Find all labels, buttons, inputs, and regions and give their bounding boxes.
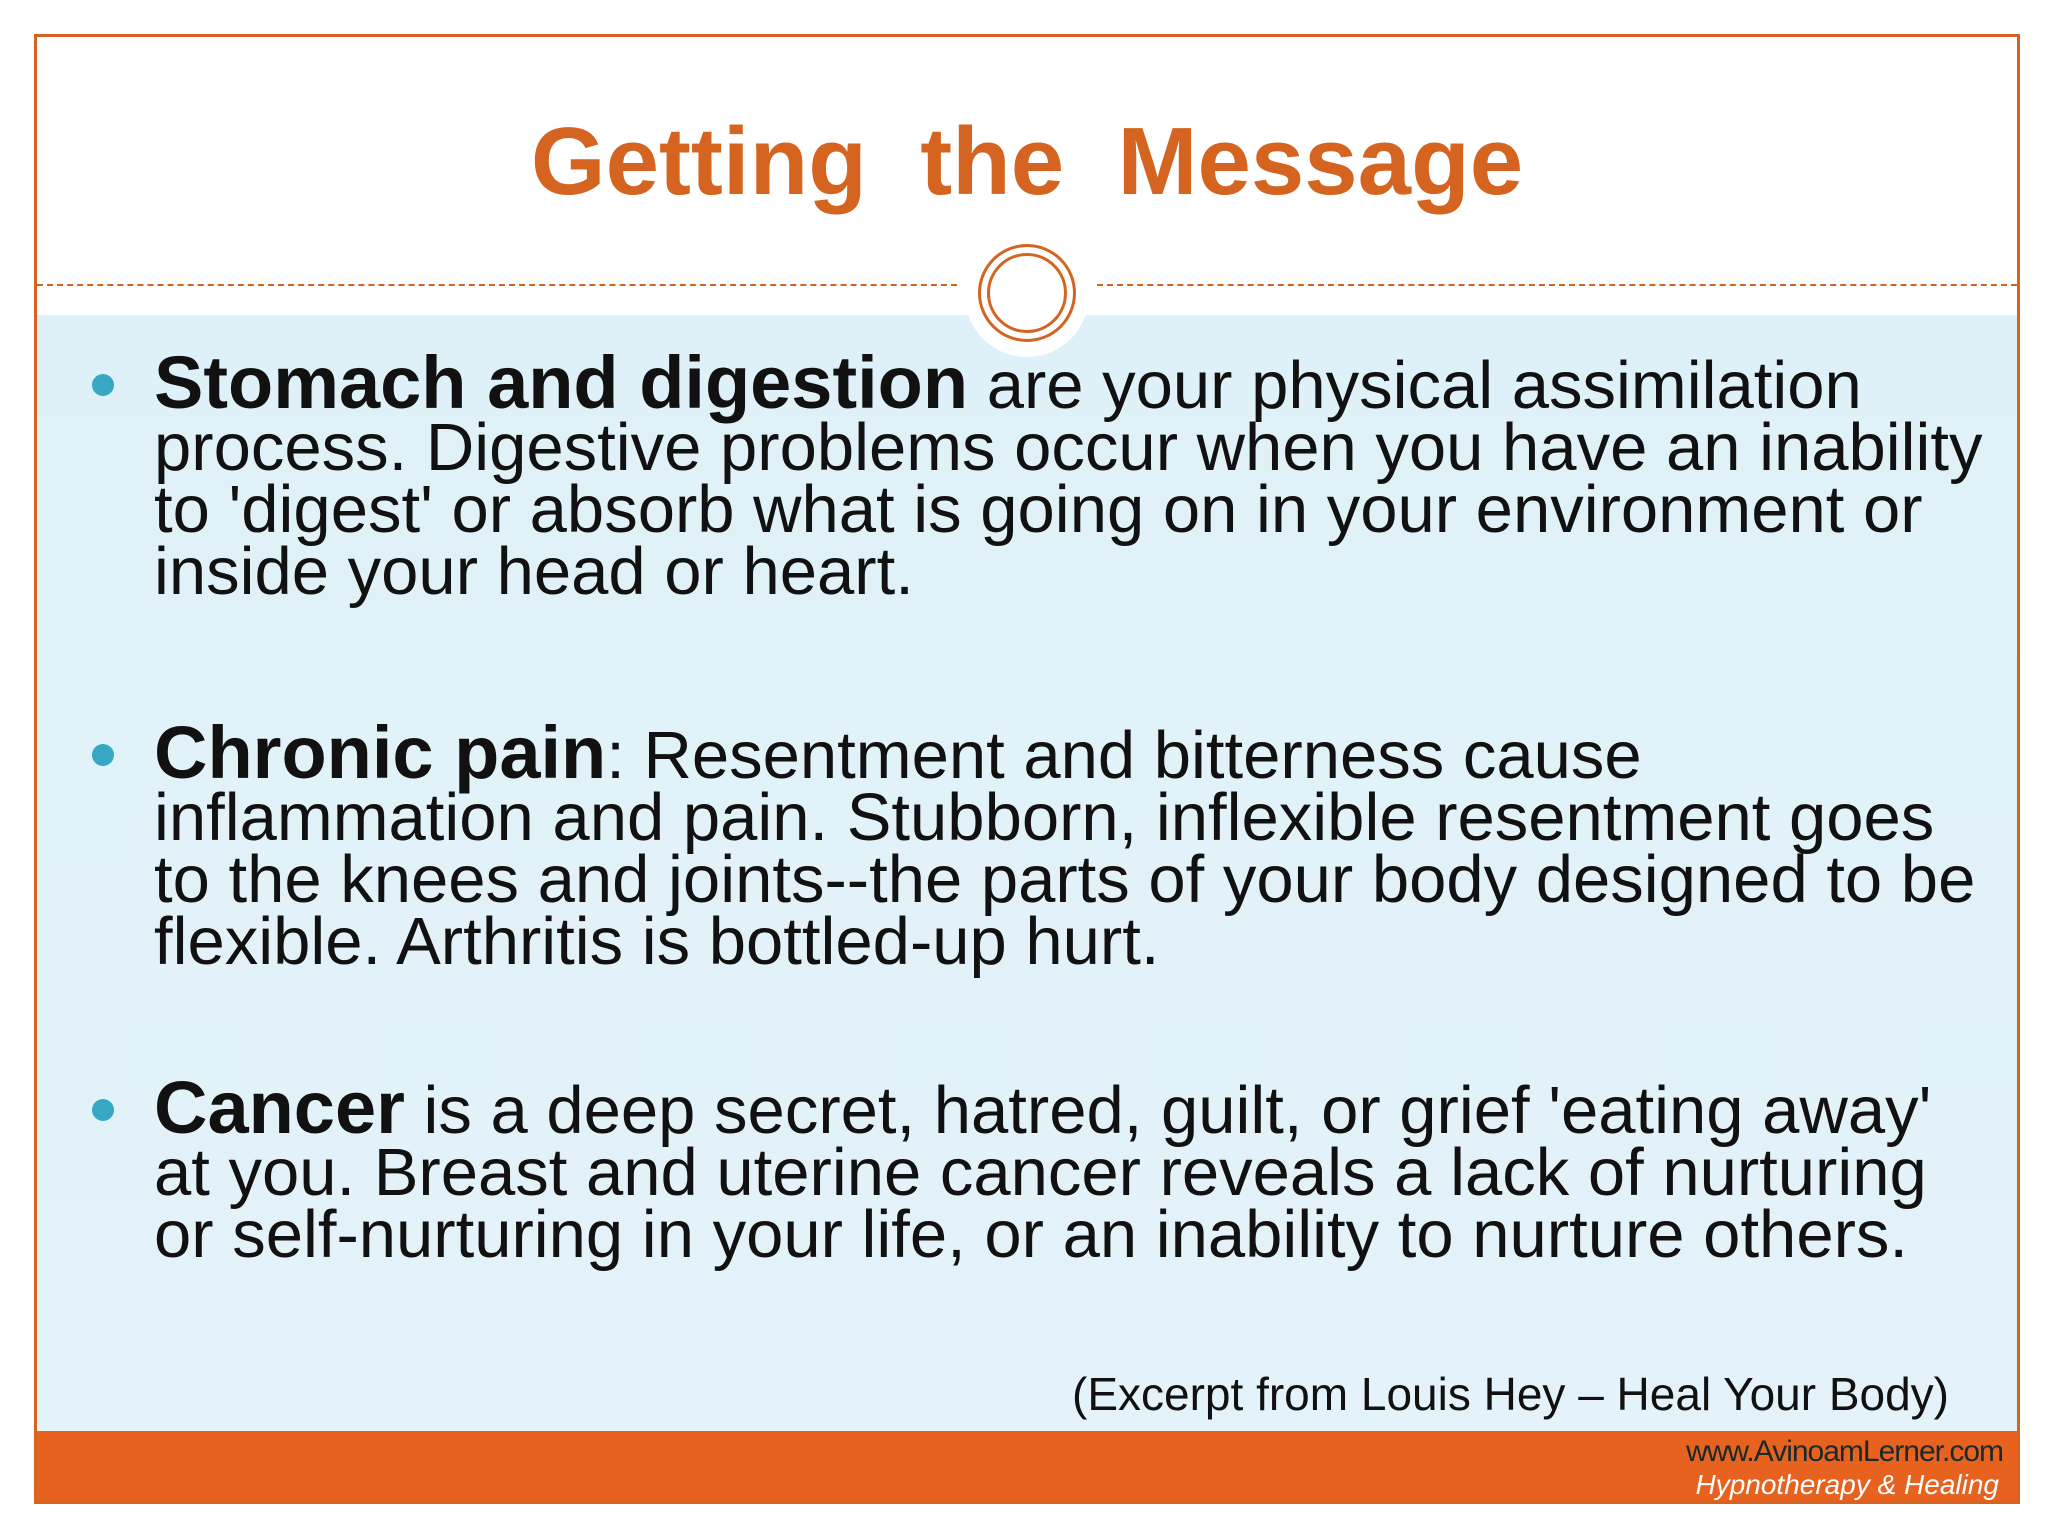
bullet-dot-icon [92,1099,114,1121]
bullet-lead: Chronic pain [154,711,607,794]
footer-bar [37,1431,2017,1501]
bullet-stomach [154,341,1984,609]
citation: (Excerpt from Louis Hey – Heal Your Body) [1072,1368,1949,1420]
bullet-cancer [154,1066,1984,1272]
bullet-dot-icon [92,744,114,766]
footer-url: www.AvinoamLerner.com [1686,1435,2003,1468]
bullet-dot-icon [92,374,114,396]
bullet-lead-suffix: : [606,718,625,793]
divider-left [37,284,957,286]
bullet-body: is a deep secret, hatred, guilt, or grief 'eating away' at you. Breast and uterine cancer reveals a lack of nurturing or self-nurturing in your life, or an inability to nurture others. [154,1073,1932,1272]
divider-ring-icon [978,244,1076,342]
divider-right [1097,284,2017,286]
bullet-body: are your physical assimilation process. Digestive problems occur when you have an inability to 'digest' or absorb what is going on in your environment or inside your head or heart. [154,348,1983,609]
bullet-lead: Cancer [154,1066,405,1149]
bullet-lead: Stomach and digestion [154,341,969,424]
bullet-body: Resentment and bitterness cause inflammation and pain. Stubborn, inflexible resentment goes to the knees and joints--the parts of your body designed to be flexible. Arthritis is bottled-up hurt. [154,718,1976,979]
bullet-chronic-pain [154,711,1984,979]
slide-title: Getting the Message [530,108,1524,215]
divider-ring-inner-icon [987,253,1067,333]
divider-ring-backdrop [965,233,1089,357]
slide [34,34,2020,1504]
footer-tagline: Hypnotherapy & Healing [1695,1469,1999,1500]
